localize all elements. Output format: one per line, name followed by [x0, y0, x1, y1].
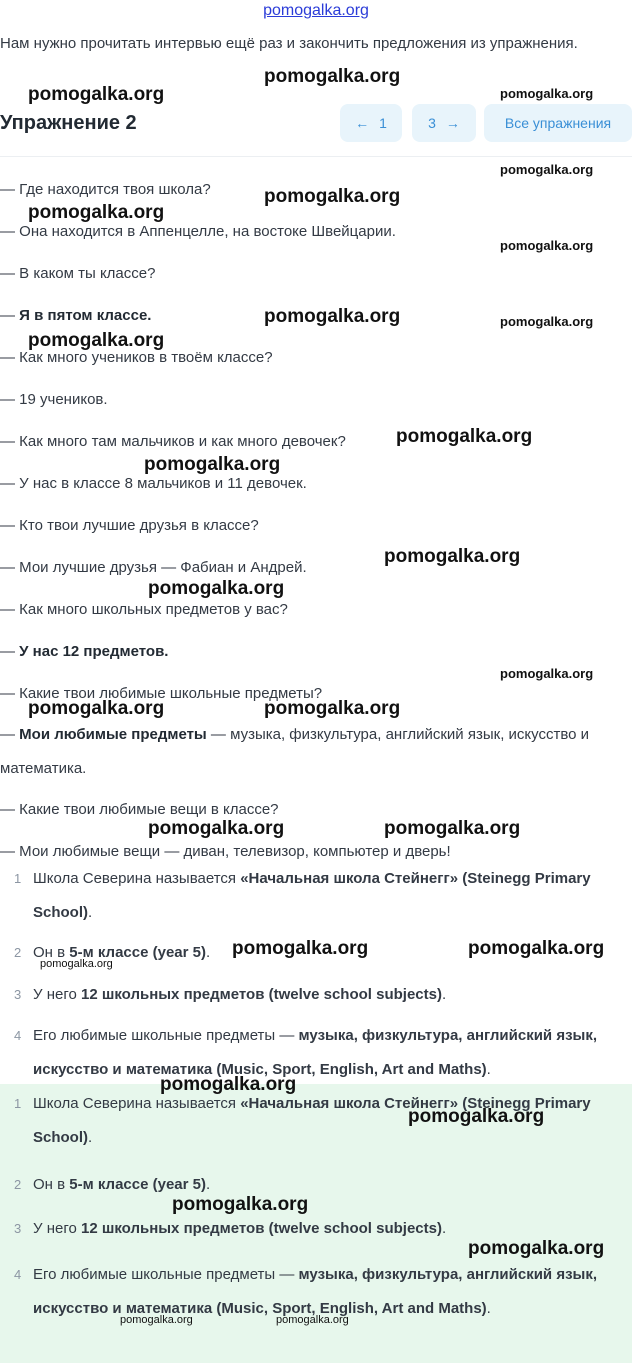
- dialogue-line: — Мои лучшие друзья — Фабиан и Андрей.: [0, 559, 307, 576]
- dialogue-line: — Как много школьных предметов у вас?: [0, 601, 288, 618]
- dialogue-line: — 19 учеников.: [0, 391, 108, 408]
- site-link[interactable]: pomogalka.org: [263, 2, 369, 19]
- watermark: pomogalka.org: [28, 202, 165, 223]
- item-number: 1: [14, 871, 22, 886]
- arrow-left-icon: ←: [355, 115, 370, 131]
- item-number: 3: [14, 987, 22, 1002]
- dialogue-line: — Какие твои любимые вещи в классе?: [0, 801, 279, 818]
- item-number: 3: [14, 1221, 22, 1236]
- dialogue-line: — В каком ты классе?: [0, 265, 156, 282]
- watermark: pomogalka.org: [40, 958, 113, 970]
- item-number: 2: [14, 945, 22, 960]
- watermark: pomogalka.org: [264, 698, 401, 719]
- watermark: pomogalka.org: [264, 306, 401, 327]
- watermark: pomogalka.org: [384, 546, 521, 567]
- watermark: pomogalka.org: [500, 666, 594, 681]
- next-exercise-button[interactable]: [412, 104, 476, 142]
- dialogue-line: — У нас 12 предметов.: [0, 643, 169, 660]
- watermark: pomogalka.org: [28, 84, 165, 105]
- watermark: pomogalka.org: [28, 698, 165, 719]
- watermark: pomogalka.org: [232, 938, 369, 959]
- dialogue-line: — Где находится твоя школа?: [0, 181, 211, 198]
- watermark: pomogalka.org: [500, 238, 594, 253]
- watermark: pomogalka.org: [276, 1314, 349, 1326]
- prev-exercise-label: 1: [379, 115, 387, 131]
- watermark: pomogalka.org: [500, 162, 594, 177]
- watermark: pomogalka.org: [396, 426, 533, 447]
- dialogue-line: — Какие твои любимые школьные предметы?: [0, 685, 323, 702]
- dialogue-line: — Кто твои лучшие друзья в классе?: [0, 517, 259, 534]
- dialogue-line: — Мои любимые вещи — диван, телевизор, компьютер и дверь!: [0, 843, 451, 860]
- watermark: pomogalka.org: [148, 818, 285, 839]
- item-number: 4: [14, 1028, 22, 1043]
- watermark: pomogalka.org: [468, 1238, 605, 1259]
- dialogue-line: — У нас в классе 8 мальчиков и 11 девочек.: [0, 475, 307, 492]
- watermark: pomogalka.org: [384, 818, 521, 839]
- item-number: 2: [14, 1177, 22, 1192]
- watermark: pomogalka.org: [468, 938, 605, 959]
- watermark: pomogalka.org: [500, 86, 594, 101]
- watermark: pomogalka.org: [264, 66, 401, 87]
- dialogue-line: — Мои любимые предметы — музыка, физкультура, английский язык, искусство и математика.: [0, 726, 590, 777]
- prev-exercise-button[interactable]: [340, 104, 402, 142]
- watermark: pomogalka.org: [120, 1314, 193, 1326]
- divider: [0, 156, 632, 157]
- dialogue-line: — Она находится в Аппенцелле, на востоке Швейцарии.: [0, 223, 396, 240]
- watermark: pomogalka.org: [500, 314, 594, 329]
- arrow-right-icon: →: [445, 115, 460, 131]
- item-number: 4: [14, 1267, 22, 1282]
- dialogue-line: — Я в пятом классе.: [0, 307, 152, 324]
- watermark: pomogalka.org: [172, 1194, 309, 1215]
- dialogue-line: — Как много там мальчиков и как много девочек?: [0, 433, 346, 450]
- watermark: pomogalka.org: [28, 330, 165, 351]
- item-number: 1: [14, 1096, 22, 1111]
- watermark: pomogalka.org: [408, 1106, 545, 1127]
- dialogue-line: — Как много учеников в твоём классе?: [0, 349, 273, 366]
- all-exercises-label: Все упражнения: [504, 115, 612, 131]
- next-exercise-label: 3: [428, 115, 436, 131]
- intro-text: Нам нужно прочитать интервью ещё раз и закончить предложения из упражнения.: [0, 35, 578, 52]
- all-exercises-button[interactable]: [484, 104, 632, 142]
- watermark: pomogalka.org: [144, 454, 281, 475]
- watermark: pomogalka.org: [160, 1074, 297, 1095]
- watermark: pomogalka.org: [148, 578, 285, 599]
- exercise-title: Упражнение 2: [0, 112, 137, 134]
- watermark: pomogalka.org: [264, 186, 401, 207]
